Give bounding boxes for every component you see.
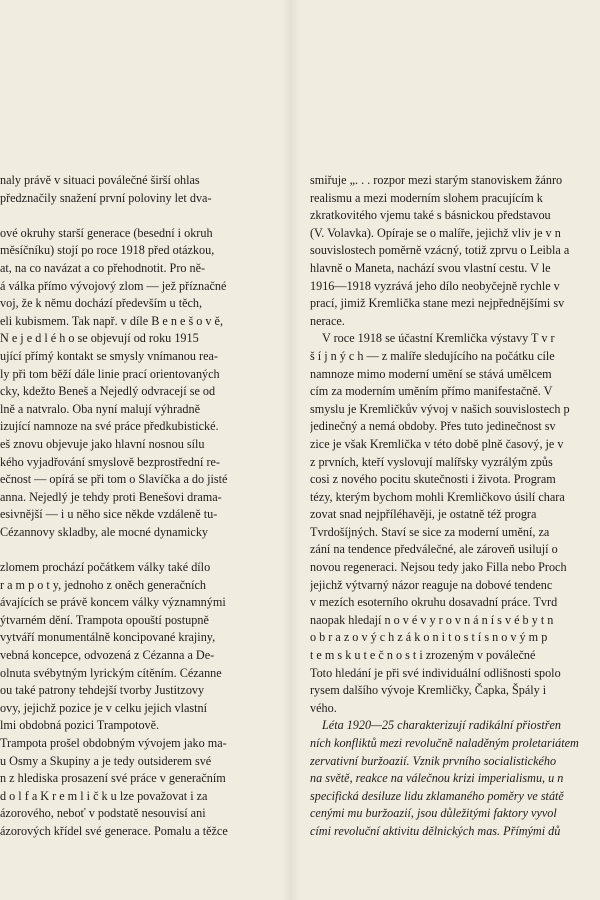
text-line: naly právě v situaci poválečné širší ohlas [0, 173, 200, 187]
text-line: vebná koncepce, odvozená z Cézanna a De- [0, 648, 215, 663]
text-line [0, 541, 268, 559]
text-line: zlomem prochází počátkem války také dílo [0, 560, 211, 575]
text-line: tézy, kterým bychom mohli Kremličkovo úsilí chara [310, 489, 565, 504]
text-line: rysem dalšího vývoje Kremličky, Čapka, Špály i [310, 683, 547, 698]
text-line: realismu a mezi moderním slohem pracujícím k [310, 190, 543, 205]
text-line: v mezích esoterního okruhu dosavadní práce. Tvrd [310, 595, 558, 610]
text-line: t e m s k u t e č n o s t i zrozeným v poválečné [310, 648, 536, 663]
text-line: ující přímý kontakt se smysly vnímanou rea- [0, 348, 218, 363]
text-line: specifická desiluze lidu zklamaného poměry ve státě [310, 788, 564, 803]
right-text-column [310, 172, 600, 841]
text-line: na světě, reakce na válečnou krizi imperialismu, u n [310, 771, 564, 786]
text-line: ýtvarném dění. Trampota opouští postupně [0, 612, 209, 627]
text-line: smyslu je Kremličkův vývoj v našich souvislostech p [310, 401, 570, 416]
text-line: (V. Volavka). Opíraje se o malíře, jejichž vliv je v n [310, 225, 561, 240]
text-line: cky, kdežto Beneš a Nejedlý odvracejí se od [0, 384, 216, 399]
text-line: z prvních, kteří vyslovují malířsky vyzrálým způs [310, 454, 553, 469]
text-line: r a m p o t y, jednoho z oněch generačních [0, 577, 206, 592]
text-line: prací, jimiž Kremlička stane mezi nejpřednějšími sv [310, 296, 565, 311]
text-line: zervativní buržoazií. Vznik prvního socialistického [310, 753, 557, 768]
text-line: lmi obdobná pozici Trampotově. [0, 718, 160, 733]
text-line: ečnost — opírá se při tom o Slavíčka a do jisté [0, 472, 228, 487]
text-line: ovy, jejichž pozice je v celku jejich vlastní [0, 700, 207, 715]
text-line: namnoze mimo moderní umění se stává umělcem [310, 366, 552, 381]
text-line: nerace. [310, 313, 345, 328]
text-line: cenými mu buržoazií, jsou důležitými faktory vyvol [310, 806, 557, 821]
text-line: š í j n ý c h — z malíře sledujícího na počátku cíle [310, 348, 555, 363]
text-line: eli kubismem. Tak např. v díle B e n e š o v ě, [0, 313, 223, 328]
text-line: kého vyjadřování smyslově bezprostřední re- [0, 454, 220, 469]
text-line: o b r a z o v ý c h z á k o n i t o s t í s n o v ý m p [310, 630, 548, 645]
text-line: souvislostech poměrně vzácný, totiž zprvu o Leibla a [310, 243, 570, 258]
text-line: ázorových křídel své generace. Pomalu a těžce [0, 823, 228, 838]
text-line: voj, že k němu dochází především u těch, [0, 296, 203, 311]
text-line: vého. [310, 700, 337, 715]
text-line: Léta 1920—25 charakterizují radikální přiostřen [322, 718, 562, 733]
text-line: esivnější — i u něho sice někde vzdáleně tu- [0, 507, 218, 522]
text-line: Tvrdošíjných. Staví se sice za moderní umění, za [310, 524, 550, 539]
text-line: ly při tom běží dále linie prací orientovaných [0, 366, 220, 381]
page-gutter [282, 0, 300, 900]
text-line: Toto hledání je při své individuální odlišnosti spolo [310, 665, 561, 680]
text-line: ávajících se právě koncem války významnými [0, 595, 226, 610]
text-line: ou také patrony tehdejší tvorby Justitzovy [0, 683, 205, 698]
text-line: zkratkovitého vjemu také s básnickou představou [310, 208, 551, 223]
text-line: cími revoluční aktivitu dělnických mas. Přímými dů [310, 823, 561, 838]
text-line: předznačily snažení první poloviny let dva- [0, 190, 212, 205]
text-line: eš znovu objevuje jako hlavní nosnou sílu [0, 436, 205, 451]
text-line: jedinečný a nemá obdoby. Přes tuto jedinečnost sv [310, 419, 556, 434]
text-line: novou regeneraci. Nejsou tedy jako Filla nebo Proch [310, 560, 567, 575]
text-line: ních konfliktů mezi revolučně naladěným proletariátem [310, 736, 579, 750]
text-line: N e j e d l é h o se objevují od roku 1915 [0, 331, 199, 346]
text-line: vytváří monumentálně koncipované krajiny, [0, 630, 216, 645]
left-text-column [0, 172, 268, 841]
text-line: cím za moderním uměním přímo manifestačně. V [310, 384, 553, 399]
text-line: lně a natvralo. Oba nyní malují výhradně [0, 401, 201, 416]
text-line: anna. Nejedlý je tehdy proti Benešovi drama- [0, 489, 222, 504]
text-line: zání na tendence předválečné, ale zároveň usilují o [310, 542, 558, 557]
text-line: smiřuje „. . . rozpor mezi starým stanoviskem žánro [310, 173, 563, 187]
text-line: hlavně o Maneta, nachází svou vlastní cestu. V le [310, 260, 551, 275]
text-line [0, 207, 268, 225]
text-line: izující namnoze na své práce předkubistické. [0, 419, 219, 434]
text-line: olnuta svébytným lyrickým cítěním. Cézanne [0, 665, 222, 680]
text-line: Cézannovy skladby, ale mocné dynamicky [0, 524, 209, 539]
text-line: ové okruhy starší generace (besední i okruh [0, 225, 213, 240]
text-line: at, na co navázat a co přehodnotit. Pro ně- [0, 260, 206, 275]
text-line: ázorového, neboť v podstatě nesouvisí ani [0, 806, 206, 821]
text-line: u Osmy a Skupiny a je tedy outsiderem své [0, 753, 212, 768]
text-line: Trampota prošel obdobným vývojem jako ma- [0, 736, 227, 750]
text-line: V roce 1918 se účastní Kremlička výstavy T v r [322, 331, 555, 346]
text-line: měsíčníku) stojí po roce 1918 před otázkou, [0, 243, 215, 258]
text-line: zovat snad nejpříléhavěji, je ostatně též progra [310, 507, 537, 522]
text-line: d o l f a K r e m l i č k u lze považovat i za [0, 788, 208, 803]
text-line: cosi z nového pocitu skutečnosti i života. Program [310, 472, 556, 487]
text-line: zice je však Kremlička v této době plně časový, je v [310, 436, 564, 451]
text-line: jejichž výtvarný názor reaguje na dobové tendenc [310, 577, 553, 592]
text-line: 1916—1918 vyzrává jeho dílo neobyčejně rychle v [310, 278, 560, 293]
text-line: á válka přímo vývojový zlom — jež příznačné [0, 278, 227, 293]
text-line: naopak hledají n o v é v y r o v n á n í s v é b y t n [310, 612, 554, 627]
text-line: n z hlediska prosazení své práce v generačním [0, 771, 226, 786]
